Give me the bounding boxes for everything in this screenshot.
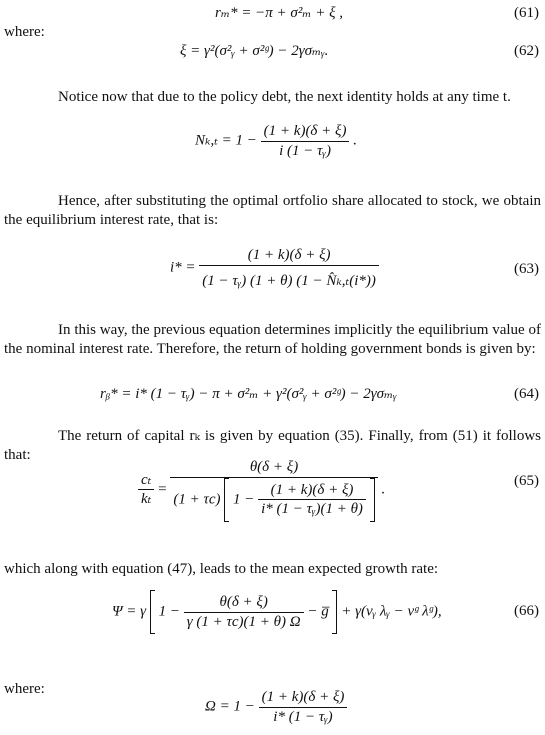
where-label-1: where: — [4, 24, 45, 40]
equation-62-body: ξ = γ²(σ²ᵧ + σ²ᵍ) − 2γσₘᵧ. — [180, 43, 329, 59]
equation-63-number: (63) — [514, 261, 539, 277]
equation-66-lhs: Ψ = γ — [112, 603, 147, 620]
equation-66 — [0, 590, 545, 642]
equation-64-number: (64) — [514, 386, 539, 402]
equation-61-number: (61) — [514, 5, 539, 21]
equation-65-fraction — [170, 458, 377, 522]
equation-omega-numerator: (1 + k)(δ + ξ) — [259, 688, 348, 708]
n-identity-fraction — [261, 122, 350, 161]
n-identity-lhs: Nₖ,ₜ = 1 − — [195, 132, 257, 149]
paragraph-hence: Hence, after substituting the optimal ortfolio share allocated to stock, we obtain the equilibrium interest rate, that is: — [4, 193, 541, 228]
equation-65-inner-fraction — [258, 481, 366, 520]
equation-66-fraction — [184, 593, 304, 632]
equation-65: $\frac{\text{cₜ}}{\text{kₜ}}$ = θ(δ + ξ) (1 + τc) 1 − $\frac{(1 + k)(\delta + \xi)}{\text{i* (1 − τᵧ)(1 + θ)}}$ . (65) — [0, 458, 545, 536]
equation-66-numerator: θ(δ + ξ) — [184, 593, 304, 613]
equation-63 — [0, 246, 545, 302]
n-identity-tail: . — [353, 132, 357, 149]
equation-66-tail: + γ(νᵧ λᵧ − νᵍ λᵍ), — [341, 603, 442, 620]
equation-65-lhs — [138, 471, 154, 510]
paragraph-which-along: which along with equation (47), leads to the mean expected growth rate: — [4, 561, 439, 577]
equation-omega — [0, 688, 545, 734]
equation-66-minus-g: − g̅ — [307, 603, 329, 620]
n-identity-numerator: (1 + k)(δ + ξ) — [261, 122, 350, 142]
equation-64-body: rᵦ* = i* (1 − τᵧ) − π + σ²ₘ + γ²(σ²ᵧ + σ²ᵍ) − 2γσₘᵧ — [100, 386, 397, 402]
equation-65-inner-denominator: i* (1 − τᵧ)(1 + θ) — [261, 501, 363, 518]
paragraph-return-capital: The return of capital rₖ is given by equation (35). Finally, from (51) it follows that: — [4, 428, 541, 463]
equation-63-denominator: (1 − τᵧ) (1 + θ) (1 − N̂ₖ,ₜ(i*)) — [202, 272, 376, 289]
equation-61 — [0, 2, 545, 26]
equation-65-inner-numerator: (1 + k)(δ + ξ) — [258, 481, 366, 501]
equation-65-den-prefix: (1 + τc) — [173, 491, 221, 508]
equation-65-lhs-numerator: cₜ — [138, 471, 154, 491]
equation-63-numerator: (1 + k)(δ + ξ) — [199, 246, 379, 266]
equation-66-number: (66) — [514, 603, 539, 619]
equation-65-inner-one: 1 − — [232, 491, 255, 508]
equation-62 — [0, 40, 545, 64]
equation-omega-denominator: i* (1 − τᵧ) — [273, 708, 333, 725]
paragraph-notice: Notice now that due to the policy debt, the next identity holds at any time t. — [58, 89, 511, 105]
equation-omega-lhs: Ω = 1 − — [205, 698, 255, 715]
n-identity-denominator: i (1 − τᵧ) — [279, 142, 331, 159]
equation-65-lhs-denominator: kₜ — [141, 491, 152, 508]
where-label-2: where: — [4, 681, 45, 697]
equation-63-fraction — [199, 246, 379, 291]
equation-66-denominator: γ (1 + τc)(1 + θ) Ω — [186, 613, 301, 630]
equation-63-lhs: i* = — [170, 259, 196, 276]
equation-65-denominator — [170, 478, 377, 522]
equation-61-body: rₘ* = −π + σ²ₘ + ξ , — [215, 5, 344, 21]
equation-66-one: 1 − — [158, 603, 180, 620]
equation-n-identity — [0, 122, 545, 170]
equation-65-tail: . — [381, 481, 386, 498]
equation-64 — [0, 383, 545, 407]
equation-omega-fraction — [259, 688, 348, 727]
equation-65-number: (65) — [514, 473, 539, 489]
equation-62-number: (62) — [514, 43, 539, 59]
equation-65-numerator: θ(δ + ξ) — [170, 458, 377, 478]
paragraph-in-this-way: In this way, the previous equation determines implicitly the equilibrium value of the nominal interest rate. Therefore, the return of holding government bonds is given by: — [4, 322, 541, 357]
